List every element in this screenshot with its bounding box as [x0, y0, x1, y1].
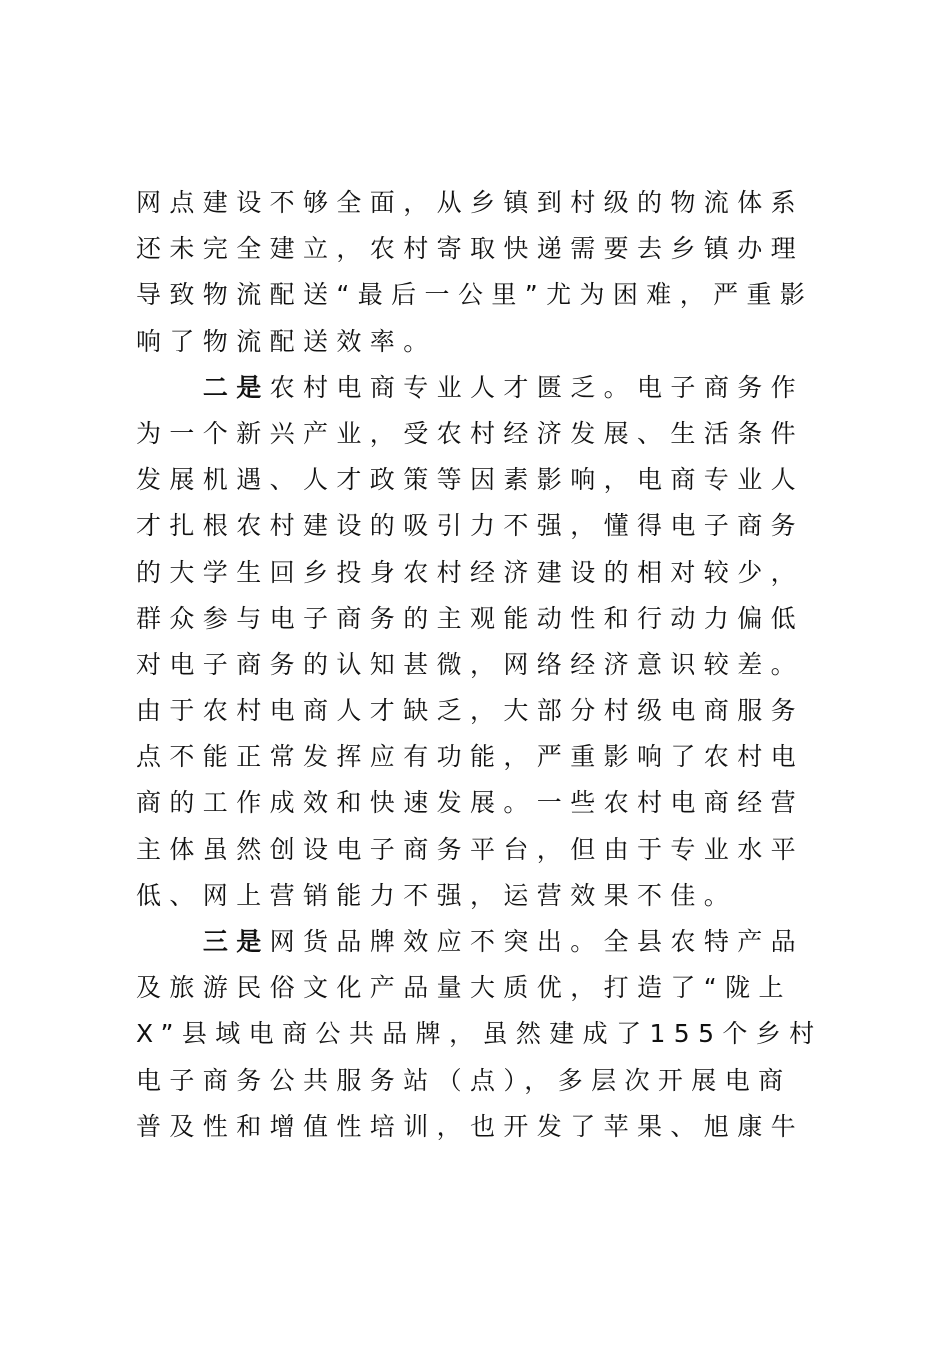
text-line: 导致物流配送“最后一公里”尤为困难，严重影 [136, 280, 814, 310]
text-line: 响了物流配送效率。 [136, 326, 437, 356]
text-line: 才扎根农村建设的吸引力不强，懂得电子商务 [136, 511, 805, 541]
text-line: 主体虽然创设电子商务平台，但由于专业水平 [136, 834, 805, 864]
paragraph-start-line: 三是网货品牌效应不突出。全县农特产品 [136, 919, 816, 965]
text-line: 还未完全建立，农村寄取快递需要去乡镇办理 [136, 234, 805, 264]
text-line: 由于农村电商人才缺乏，大部分村级电商服务 [136, 696, 805, 726]
paragraph-lead: 二是 [202, 372, 270, 402]
text-line: 为一个新兴产业，受农村经济发展、生活条件 [136, 418, 805, 448]
text-line: X”县域电商公共品牌，虽然建成了155个乡村 [136, 1019, 823, 1049]
text-line: 群众参与电子商务的主观能动性和行动力偏低 [136, 603, 805, 633]
text-line: 电子商务公共服务站（点），多层次开展电商 [136, 1065, 792, 1095]
paragraph-start-line: 二是农村电商专业人才匮乏。电子商务作 [136, 365, 816, 411]
paragraph-lead: 三是 [202, 927, 270, 956]
text-line: 低、网上营销能力不强，运营效果不佳。 [136, 880, 738, 910]
text-line: 普及性和增值性培训，也开发了苹果、旭康牛 [136, 1111, 805, 1141]
text-line: 发展机遇、人才政策等因素影响，电商专业人 [136, 465, 805, 495]
text-line: 及旅游民俗文化产品量大质优，打造了“陇上 [136, 973, 792, 1003]
paragraph-indent [136, 373, 203, 402]
body-text [136, 180, 823, 1150]
text-line: 的大学生回乡投身农村经济建设的相对较少， [136, 557, 805, 587]
text-line: 商的工作成效和快速发展。一些农村电商经营 [136, 788, 805, 818]
text-line: 点不能正常发挥应有功能，严重影响了农村电 [136, 742, 805, 772]
text-line: 网点建设不够全面，从乡镇到村级的物流体系 [136, 188, 805, 217]
paragraph-indent [136, 927, 203, 956]
text-line: 对电子商务的认知甚微，网络经济意识较差。 [136, 649, 805, 679]
